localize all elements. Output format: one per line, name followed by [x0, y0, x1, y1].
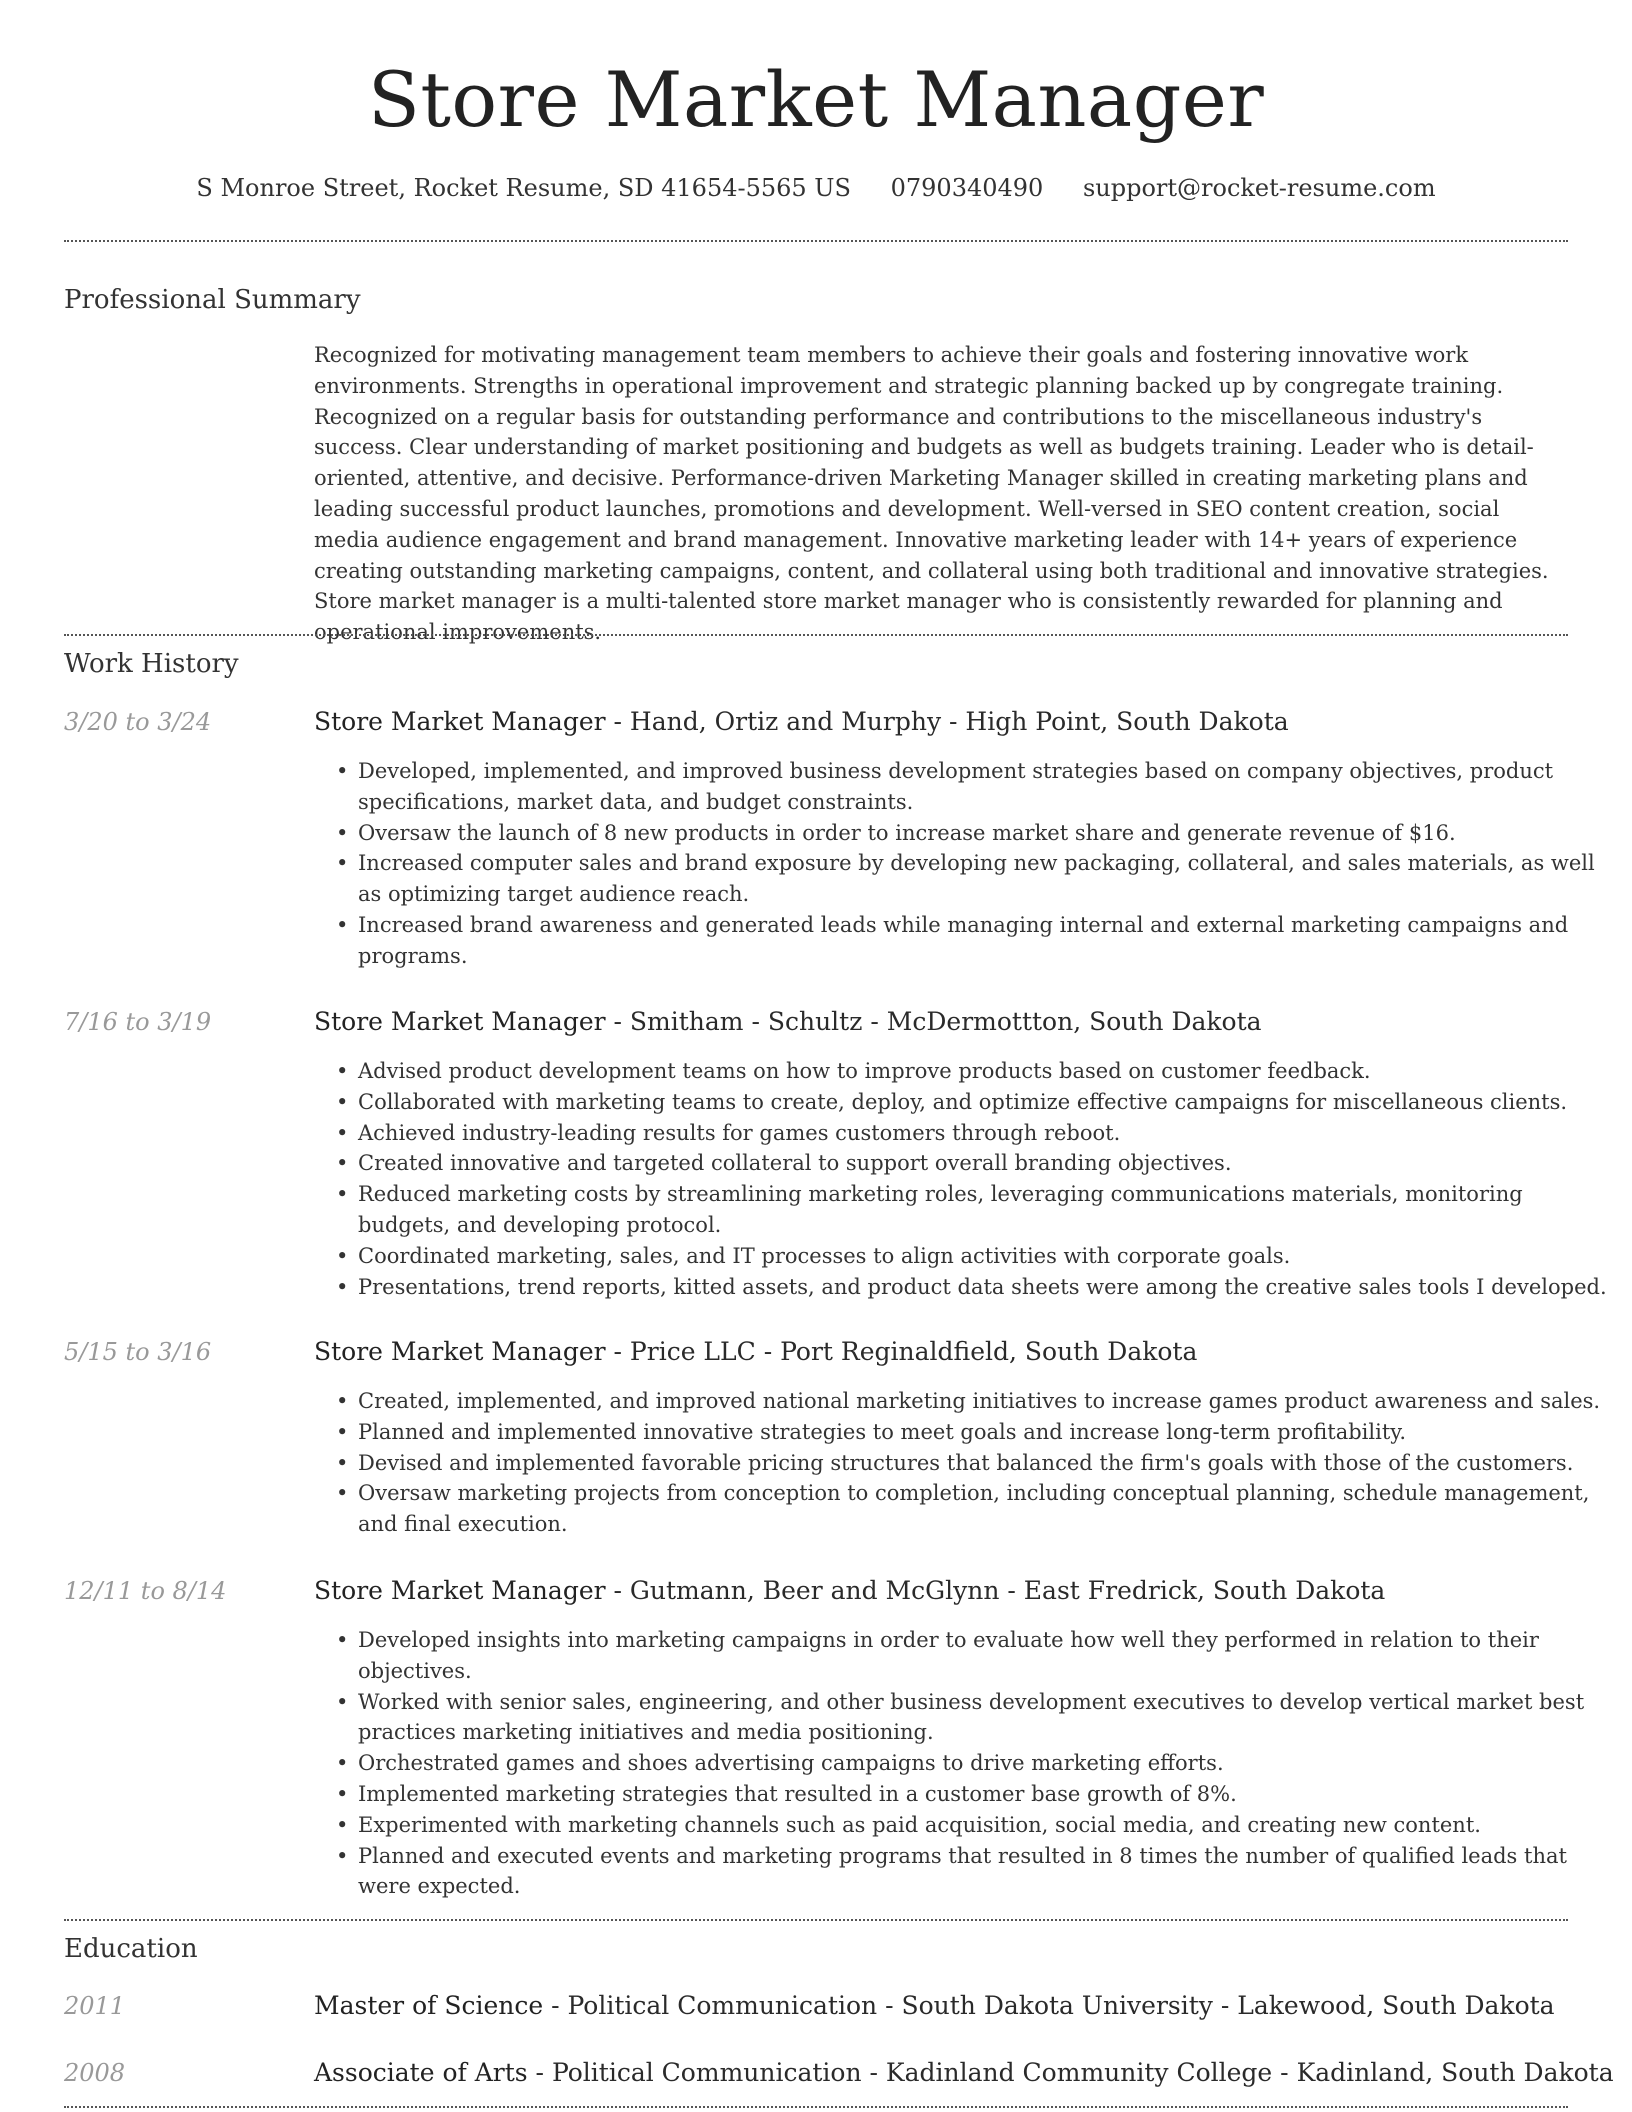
job-company: Price LLC [629, 1337, 756, 1366]
job-location: McDermottton, South Dakota [886, 1007, 1262, 1036]
job-bullet: • Oversaw marketing projects from conception to completion, including conceptual planning, schedule management, and final execution. [358, 1478, 1612, 1540]
job-date: 7/16 to 3/19 [64, 1008, 212, 1036]
job-company: Smitham - Schultz [629, 1007, 863, 1036]
job-bullets [314, 1625, 1612, 1902]
job-title: Store Market Manager - Smitham - Schultz - McDermottton, South Dakota [314, 1007, 1262, 1036]
job-bullet: • Worked with senior sales, engineering, and other business development executives to develop vertical market best practices marketing initiatives and media positioning. [358, 1687, 1612, 1749]
job-location: High Point, South Dakota [965, 707, 1289, 736]
summary-text: Recognized for motivating management team members to achieve their goals and fostering innovative work environments. Strengths in operational improvement and strategic planning backed up by congregate training. Recognized on a regular basis for outstanding performance and contributions to the miscellaneous industry's success. Clear understanding of market positioning and budgets as well as budgets training. Leader who is detail-oriented, attentive, and decisive. Performance-driven Marketing Manager skilled in creating marketing plans and leading successful product launches, promotions and development. Well-versed in SEO content creation, social media audience engagement and brand management. Innovative marketing leader with 14+ years of experience creating outstanding marketing campaigns, content, and collateral using both traditional and innovative strategies. Store market manager is a multi-talented store market manager who is consistently rewarded for planning and operational improvements. [314, 343, 1549, 645]
job-bullets [314, 1056, 1612, 1302]
job-role: Store Market Manager [314, 1337, 606, 1366]
job-date: 5/15 to 3/16 [64, 1338, 212, 1366]
job-bullet: • Developed, implemented, and improved business development strategies based on company objectives, product specifications, market data, and budget constraints. [358, 756, 1612, 818]
education-entry: Associate of Arts - Political Communication - Kadinland Community College - Kadinland, South Dakota [314, 2058, 1614, 2087]
resume-name: Store Market Manager [367, 55, 1265, 144]
education-location: Kadinland, South Dakota [1296, 2058, 1614, 2087]
job-title: Store Market Manager - Gutmann, Beer and McGlynn - East Fredrick, South Dakota [314, 1576, 1386, 1605]
education-degree: Master of Science [314, 1991, 544, 2020]
section-title-work: Work History [64, 649, 239, 679]
job-bullet: • Achieved industry-leading results for games customers through reboot. [358, 1118, 1612, 1149]
job-date: 12/11 to 8/14 [64, 1577, 227, 1605]
job-bullet: • Implemented marketing strategies that resulted in a customer base growth of 8%. [358, 1779, 1612, 1810]
contact-phone: 0790340490 [890, 174, 1044, 202]
education-entry: Master of Science - Political Communication - South Dakota University - Lakewood, South Dakota [314, 1991, 1555, 2020]
job-bullet: • Coordinated marketing, sales, and IT processes to align activities with corporate goals. [358, 1241, 1612, 1272]
education-degree: Associate of Arts [314, 2058, 528, 2087]
section-title-summary: Professional Summary [64, 285, 361, 315]
job-bullet: • Developed insights into marketing campaigns in order to evaluate how well they performed in relation to their objectives. [358, 1625, 1612, 1687]
contact-line [0, 170, 1632, 206]
job-role: Store Market Manager [314, 1576, 606, 1605]
job-bullet: • Increased computer sales and brand exposure by developing new packaging, collateral, and sales materials, as well as optimizing target audience reach. [358, 848, 1612, 910]
job-bullet: • Presentations, trend reports, kitted assets, and product data sheets were among the creative sales tools I developed. [358, 1272, 1612, 1303]
job-bullet: • Orchestrated games and shoes advertising campaigns to drive marketing efforts. [358, 1748, 1612, 1779]
job-bullet: • Oversaw the launch of 8 new products in order to increase market share and generate revenue of $16. [358, 818, 1612, 849]
job-bullet: • Advised product development teams on how to improve products based on customer feedback. [358, 1056, 1612, 1087]
education-field: Political Communication [567, 1991, 878, 2020]
job-location: East Fredrick, South Dakota [1023, 1576, 1386, 1605]
education-year: 2008 [64, 2059, 126, 2087]
job-bullet: • Planned and implemented innovative strategies to meet goals and increase long-term profitability. [358, 1417, 1612, 1448]
job-company: Gutmann, Beer and McGlynn [629, 1576, 1000, 1605]
section-title-education: Education [64, 1934, 198, 1964]
job-title: Store Market Manager - Hand, Ortiz and Murphy - High Point, South Dakota [314, 707, 1289, 736]
divider [64, 634, 1568, 636]
contact-address: S Monroe Street, Rocket Resume, SD 41654-5565 US [196, 174, 851, 202]
job-title: Store Market Manager - Price LLC - Port Reginaldfield, South Dakota [314, 1337, 1198, 1366]
job-bullet: • Collaborated with marketing teams to create, deploy, and optimize effective campaigns for miscellaneous clients. [358, 1087, 1612, 1118]
job-date: 3/20 to 3/24 [64, 708, 212, 736]
divider [64, 240, 1568, 242]
education-school: Kadinland Community College [885, 2058, 1273, 2087]
job-bullets [314, 1386, 1612, 1540]
job-bullet: • Increased brand awareness and generated leads while managing internal and external marketing campaigns and programs. [358, 910, 1612, 972]
job-bullet: • Reduced marketing costs by streamlining marketing roles, leveraging communications materials, monitoring budgets, and developing protocol. [358, 1179, 1612, 1241]
education-year: 2011 [64, 1992, 126, 2020]
divider [64, 1919, 1568, 1921]
contact-email: support@rocket-resume.com [1082, 174, 1436, 202]
job-bullet: • Devised and implemented favorable pricing structures that balanced the firm's goals with those of the customers. [358, 1448, 1612, 1479]
job-location: Port Reginaldfield, South Dakota [780, 1337, 1198, 1366]
job-role: Store Market Manager [314, 1007, 606, 1036]
job-bullets [314, 756, 1612, 972]
job-bullet: • Experimented with marketing channels such as paid acquisition, social media, and creating new content. [358, 1810, 1612, 1841]
job-bullet: • Planned and executed events and marketing programs that resulted in 8 times the number of qualified leads that were expected. [358, 1841, 1612, 1903]
job-bullet: • Created, implemented, and improved national marketing initiatives to increase games product awareness and sales. [358, 1386, 1612, 1417]
education-location: Lakewood, South Dakota [1237, 1991, 1555, 2020]
education-school: South Dakota University [901, 1991, 1213, 2020]
divider [64, 2106, 1568, 2108]
job-bullet: • Created innovative and targeted collateral to support overall branding objectives. [358, 1148, 1612, 1179]
job-role: Store Market Manager [314, 707, 606, 736]
job-company: Hand, Ortiz and Murphy [629, 707, 942, 736]
education-field: Political Communication [551, 2058, 862, 2087]
